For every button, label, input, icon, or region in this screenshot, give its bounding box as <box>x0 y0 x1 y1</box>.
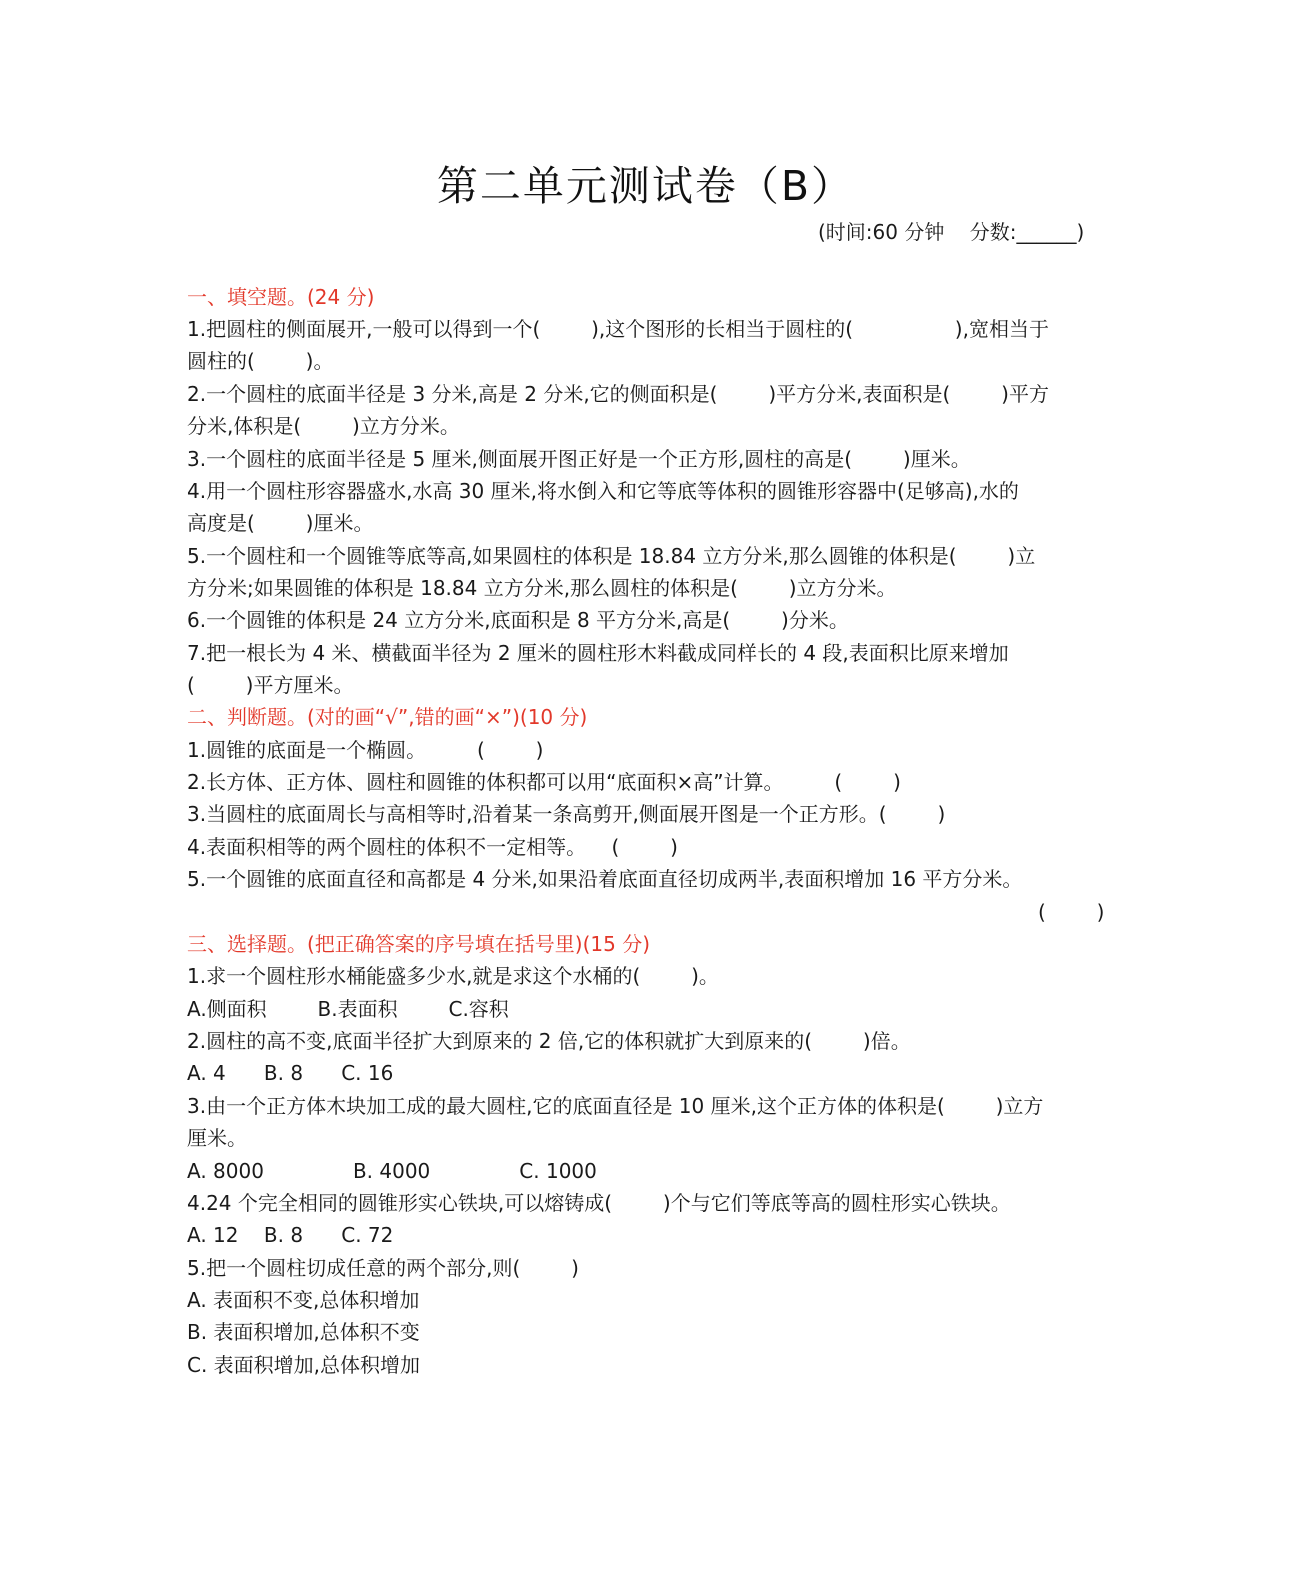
judge-line: 4.表面积相等的两个圆柱的体积不一定相等。 ( ) <box>187 835 678 859</box>
fill-line: 7.把一根长为 4 米、横截面半径为 2 厘米的圆柱形木料截成同样长的 4 段,表面积比原来增加 <box>187 641 1009 665</box>
choice-line: 厘米。 <box>187 1126 247 1150</box>
fill-line: 6.一个圆锥的体积是 24 立方分米,底面积是 8 平方分米,高是( )分米。 <box>187 608 849 632</box>
choice-line: A. 表面积不变,总体积增加 <box>187 1288 420 1312</box>
section-fill-header: 一、填空题。(24 分) <box>187 285 375 309</box>
choice-line: 5.把一个圆柱切成任意的两个部分,则( ) <box>187 1256 579 1280</box>
fill-line: 1.把圆柱的侧面展开,一般可以得到一个( ),这个图形的长相当于圆柱的( ),宽相当于 <box>187 317 1049 341</box>
choice-line: A. 8000 B. 4000 C. 1000 <box>187 1159 597 1183</box>
fill-line: 2.一个圆柱的底面半径是 3 分米,高是 2 分米,它的侧面积是( )平方分米,表面积是( )平方 <box>187 382 1049 406</box>
fill-line: 圆柱的( )。 <box>187 349 334 373</box>
fill-line: ( )平方厘米。 <box>187 673 354 697</box>
exam-info: (时间:60 分钟 分数:______) <box>818 220 1085 244</box>
choice-line: A.侧面积 B.表面积 C.容积 <box>187 997 509 1021</box>
section-judge-header: 二、判断题。(对的画“√”,错的画“×”)(10 分) <box>187 705 588 729</box>
fill-line: 高度是( )厘米。 <box>187 511 374 535</box>
judge-line: 2.长方体、正方体、圆柱和圆锥的体积都可以用“底面积×高”计算。 ( ) <box>187 770 901 794</box>
judge-line: 1.圆锥的底面是一个椭圆。 ( ) <box>187 738 544 762</box>
section-choice-header: 三、选择题。(把正确答案的序号填在括号里)(15 分) <box>187 932 651 956</box>
choice-line: A. 4 B. 8 C. 16 <box>187 1061 394 1085</box>
page-title: 第二单元测试卷（B） <box>436 162 855 210</box>
choice-line: 1.求一个圆柱形水桶能盛多少水,就是求这个水桶的( )。 <box>187 964 719 988</box>
choice-line: 4.24 个完全相同的圆锥形实心铁块,可以熔铸成( )个与它们等底等高的圆柱形实心铁块。 <box>187 1191 1011 1215</box>
judge-line: 3.当圆柱的底面周长与高相等时,沿着某一条高剪开,侧面展开图是一个正方形。( ) <box>187 802 946 826</box>
fill-line: 5.一个圆柱和一个圆锥等底等高,如果圆柱的体积是 18.84 立方分米,那么圆锥的体积是( )立 <box>187 544 1036 568</box>
choice-line: 2.圆柱的高不变,底面半径扩大到原来的 2 倍,它的体积就扩大到原来的( )倍。 <box>187 1029 911 1053</box>
fill-line: 分米,体积是( )立方分米。 <box>187 414 460 438</box>
judge-answer-blank: ( ) <box>1038 900 1105 924</box>
fill-line: 4.用一个圆柱形容器盛水,水高 30 厘米,将水倒入和它等底等体积的圆锥形容器中(足够高),水的 <box>187 479 1019 503</box>
choice-line: 3.由一个正方体木块加工成的最大圆柱,它的底面直径是 10 厘米,这个正方体的体积是( )立方 <box>187 1094 1044 1118</box>
fill-line: 3.一个圆柱的底面半径是 5 厘米,侧面展开图正好是一个正方形,圆柱的高是( )厘米。 <box>187 447 971 471</box>
choice-line: B. 表面积增加,总体积不变 <box>187 1320 420 1344</box>
fill-line: 方分米;如果圆锥的体积是 18.84 立方分米,那么圆柱的体积是( )立方分米。 <box>187 576 897 600</box>
judge-line: 5.一个圆锥的底面直径和高都是 4 分米,如果沿着底面直径切成两半,表面积增加 16 平方分米。 <box>187 867 1023 891</box>
choice-line: A. 12 B. 8 C. 72 <box>187 1223 394 1247</box>
choice-line: C. 表面积增加,总体积增加 <box>187 1353 421 1377</box>
